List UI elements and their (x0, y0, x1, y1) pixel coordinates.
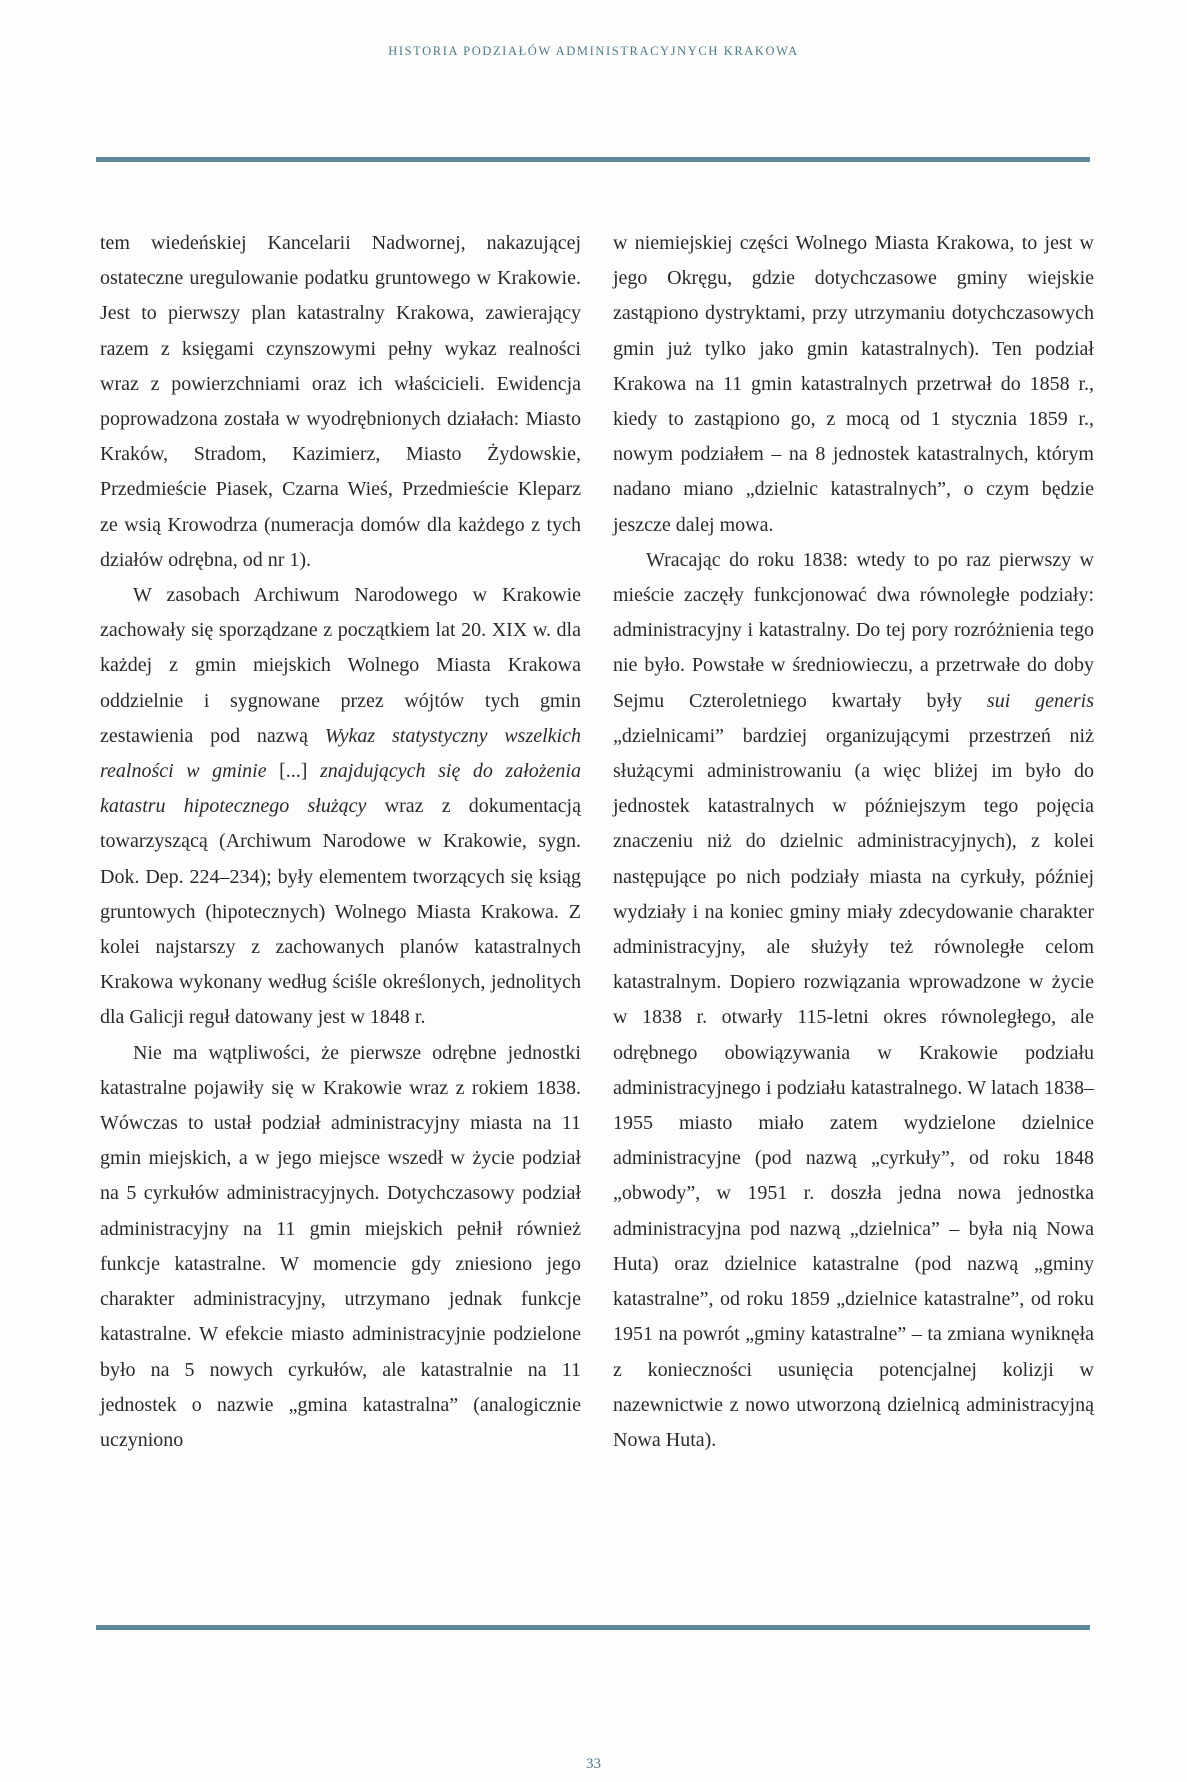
left-p2-text-mid: [...] (266, 760, 321, 783)
left-column (100, 226, 581, 1458)
running-head: HISTORIA PODZIAŁÓW ADMINISTRACYJNYCH KRAKOWA (388, 44, 799, 58)
left-p2-italic-title-1: Wykaz statystyczny wszelkich realności w gminie (100, 724, 581, 783)
left-paragraph-2 (100, 578, 581, 1036)
left-p2-italic-title-2: znajdujących się do założenia katastru hipotecznego służący (100, 760, 581, 818)
bottom-rule (96, 1625, 1090, 1630)
right-p2-italic-phrase: sui generis (986, 689, 1095, 712)
left-p2-text-start: W zasobach Archiwum Narodowego w Krakowie zachowały się sporządzane z początkiem lat 20. XIX w. dla każdej z gmin miejskich Wolnego Miasta Krakowa oddzielnie i sygnowane przez wójtów tych gmin zestawienia pod nazwą (100, 584, 581, 747)
left-p2-text-end: wraz z dokumentacją towarzyszącą (Archiwum Narodowe w Krakowie, sygn. Dok. Dep. 224–234); były elementem tworzących się ksiąg gruntowych (hipotecznych) Wolnego Miasta Krakowa. Z kolei najstarszy z zachowanych planów katastralnych Krakowa wykonany według ściśle określonych, jednolitych dla Galicji reguł datowany jest w 1848 r. (100, 795, 581, 1029)
right-p2-text-end: „dzielnicami” bardziej organizującymi przestrzeń niż służącymi administrowaniu (a więc bliżej im było do jednostek katastralnych w późniejszym tego pojęcia znaczeniu niż do dzielnic administracyjnych), z kolei następujące po nich podziały miasta na cyrkuły, później wydziały i na koniec gminy miały zdecydowanie charakter administracyjny, ale służyły też równoległe celom katastralnym. Dopiero rozwiązania wprowadzone w życie w 1838 r. otwarły 115-letni okres równoległego, ale odrębnego obowiązywania w Krakowie podziału administracyjnego i podziału katastralnego. W latach 1838–1955 miasto miało zatem wydzielone dzielnice administracyjne (pod nazwą „cyrkuły”, od roku 1848 „obwody”, w 1951 r. doszła jedna nowa jednostka administracyjna pod nazwą „dzielnica” – była nią Nowa Huta) oraz dzielnice katastralne (pod nazwą „gminy katastralne”, od roku 1859 „dzielnice katastralne”, od roku 1951 na powrót „gminy katastralne” – ta zmiana wyniknęła z konieczności usunięcia potencjalnej kolizji w nazewnictwie z nowo utworzoną dzielnicą administracyjną Nowa Huta). (613, 724, 1094, 1451)
top-rule (96, 157, 1090, 162)
right-p2-text-start: Wracając do roku 1838: wtedy to po raz pierwszy w mieście zaczęły funkcjonować dwa równoległe podziały: administracyjny i katastralny. Do tej pory rozróżnienia tego nie było. Powstałe w średniowieczu, a przetrwałe do doby Sejmu Czteroletniego kwartały były (613, 548, 1094, 712)
right-paragraph-2 (613, 543, 1094, 1458)
page-number: 33 (586, 1756, 601, 1772)
left-paragraph-1: tem wiedeńskiej Kancelarii Nadwornej, nakazującej ostateczne uregulowanie podatku gruntowego w Krakowie. Jest to pierwszy plan katastralny Krakowa, zawierający razem z księgami czynszowymi pełny wykaz realności wraz z powierzchniami oraz ich właścicieli. Ewidencja poprowadzona została w wyodrębnionych działach: Miasto Kraków, Stradom, Kazimierz, Miasto Żydowskie, Przedmieście Piasek, Czarna Wieś, Przedmieście Kleparz ze wsią Krowodrza (numeracja domów dla każdego z tych działów odrębna, od nr 1). (100, 232, 581, 571)
right-paragraph-1: w niemiejskiej części Wolnego Miasta Krakowa, to jest w jego Okręgu, gdzie dotychczasowe gminy wiejskie zastąpiono dystryktami, przy utrzymaniu dotychczasowych gmin już tylko jako gmin katastralnych). Ten podział Krakowa na 11 gmin katastralnych przetrwał do 1858 r., kiedy to zastąpiono go, z mocą od 1 stycznia 1859 r., nowym podziałem – na 8 jednostek katastralnych, którym nadano miano „dzielnic katastralnych”, o czym będzie jeszcze dalej mowa. (613, 232, 1094, 536)
right-column (613, 226, 1094, 1458)
left-paragraph-3: Nie ma wątpliwości, że pierwsze odrębne jednostki katastralne pojawiły się w Krakowie wraz z rokiem 1838. Wówczas to ustał podział administracyjny miasta na 11 gmin miejskich, a w jego miejsce wszedł w życie podział na 5 cyrkułów administracyjnych. Dotychczasowy podział administracyjny na 11 gmin miejskich pełnił również funkcje katastralne. W momencie gdy zniesiono jego charakter administracyjny, utrzymano jednak funkcje katastralne. W efekcie miasto administracyjnie podzielone było na 5 nowych cyrkułów, ale katastralnie na 11 jednostek o nazwie „gmina katastralna” (analogicznie uczyniono (100, 1041, 581, 1451)
